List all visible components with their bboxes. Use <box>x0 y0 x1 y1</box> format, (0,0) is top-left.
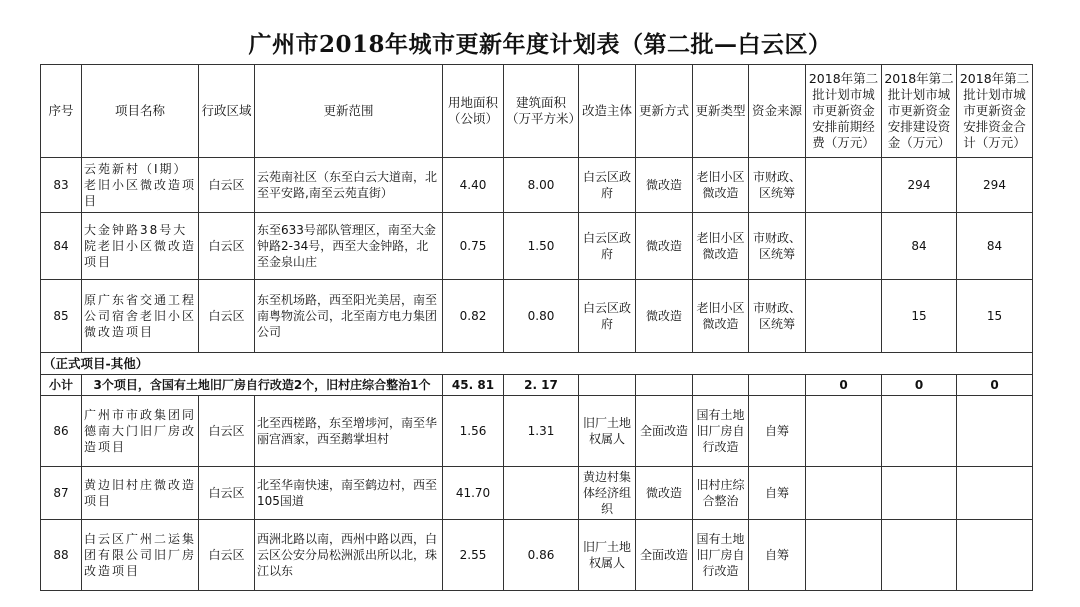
col-header: 更新方式 <box>636 65 693 158</box>
cell-pre <box>806 213 882 280</box>
header-row <box>41 65 1033 158</box>
cell-entity: 黄边村集体经济组织 <box>579 467 636 520</box>
table-row <box>41 520 1033 591</box>
col-header: 更新类型 <box>693 65 749 158</box>
col-header: 2018年第二批计划市城市更新资金安排建设资金（万元） <box>882 65 957 158</box>
cell-land: 2.55 <box>443 520 504 591</box>
table-row <box>41 467 1033 520</box>
section-label: （正式项目-其他） <box>41 353 1033 375</box>
cell-building: 0.86 <box>504 520 579 591</box>
subtotal-total: 0 <box>957 375 1033 396</box>
cell-total: 15 <box>957 280 1033 353</box>
cell-total: 294 <box>957 158 1033 213</box>
cell-scope: 北至西槎路，东至增埗河，南至华丽宫酒家，西至鹅掌坦村 <box>255 396 443 467</box>
cell-build <box>882 467 957 520</box>
subtotal-build: 0 <box>882 375 957 396</box>
cell-land: 0.75 <box>443 213 504 280</box>
cell-entity: 白云区政府 <box>579 158 636 213</box>
subtotal-pre: 0 <box>806 375 882 396</box>
cell-no: 85 <box>41 280 82 353</box>
col-header: 资金来源 <box>749 65 806 158</box>
cell-total <box>957 520 1033 591</box>
cell-build <box>882 520 957 591</box>
cell-scope: 北至华南快速，南至鹤边村，西至105国道 <box>255 467 443 520</box>
cell-scope: 西洲北路以南，西州中路以西，白云区公安分局松洲派出所以北，珠江以东 <box>255 520 443 591</box>
cell-method: 微改造 <box>636 213 693 280</box>
cell-district: 白云区 <box>199 280 255 353</box>
col-header: 项目名称 <box>82 65 199 158</box>
cell-no: 88 <box>41 520 82 591</box>
table-row <box>41 280 1033 353</box>
cell-fund: 市财政、区统筹 <box>749 280 806 353</box>
cell-no: 83 <box>41 158 82 213</box>
col-header: 建筑面积（万平方米） <box>504 65 579 158</box>
col-header: 2018年第二批计划市城市更新资金安排前期经费（万元） <box>806 65 882 158</box>
cell-building: 0.80 <box>504 280 579 353</box>
subtotal-land: 45. 81 <box>443 375 504 396</box>
empty-cell <box>636 375 693 396</box>
cell-method: 微改造 <box>636 158 693 213</box>
cell-build: 294 <box>882 158 957 213</box>
cell-name: 广州市市政集团同德南大门旧厂房改造项目 <box>82 396 199 467</box>
cell-method: 微改造 <box>636 467 693 520</box>
cell-building: 1.50 <box>504 213 579 280</box>
cell-scope: 东至633号部队管理区，南至大金钟路2-34号，西至大金钟路，北至金泉山庄 <box>255 213 443 280</box>
cell-type: 老旧小区微改造 <box>693 158 749 213</box>
cell-name: 黄边旧村庄微改造项目 <box>82 467 199 520</box>
cell-scope: 东至机场路，西至阳光美居，南至南粤物流公司，北至南方电力集团公司 <box>255 280 443 353</box>
cell-fund: 自筹 <box>749 520 806 591</box>
cell-district: 白云区 <box>199 396 255 467</box>
col-header: 更新范围 <box>255 65 443 158</box>
cell-land: 4.40 <box>443 158 504 213</box>
cell-type: 老旧小区微改造 <box>693 280 749 353</box>
cell-fund: 自筹 <box>749 396 806 467</box>
table-row <box>41 396 1033 467</box>
subtotal-row <box>41 375 1033 396</box>
cell-type: 旧村庄综合整治 <box>693 467 749 520</box>
subtotal-label: 小计 <box>41 375 82 396</box>
cell-pre <box>806 158 882 213</box>
subtotal-desc: 3个项目，含国有土地旧厂房自行改造2个，旧村庄综合整治1个 <box>82 375 443 396</box>
cell-name: 白云区广州二运集团有限公司旧厂房改造项目 <box>82 520 199 591</box>
cell-build: 15 <box>882 280 957 353</box>
cell-fund: 市财政、区统筹 <box>749 158 806 213</box>
cell-name: 原广东省交通工程公司宿舍老旧小区微改造项目 <box>82 280 199 353</box>
cell-building <box>504 467 579 520</box>
col-header: 2018年第二批计划市城市更新资金安排资金合计（万元） <box>957 65 1033 158</box>
subtotal-building: 2. 17 <box>504 375 579 396</box>
cell-entity: 旧厂土地权属人 <box>579 520 636 591</box>
table-row <box>41 213 1033 280</box>
cell-pre <box>806 280 882 353</box>
cell-method: 全面改造 <box>636 520 693 591</box>
table-row <box>41 158 1033 213</box>
cell-scope: 云苑南社区（东至白云大道南，北至平安路,南至云苑直街） <box>255 158 443 213</box>
cell-entity: 白云区政府 <box>579 213 636 280</box>
cell-no: 87 <box>41 467 82 520</box>
cell-total <box>957 396 1033 467</box>
cell-land: 0.82 <box>443 280 504 353</box>
empty-cell <box>693 375 749 396</box>
col-header: 序号 <box>41 65 82 158</box>
section-row <box>41 353 1033 375</box>
cell-type: 老旧小区微改造 <box>693 213 749 280</box>
cell-pre <box>806 467 882 520</box>
cell-building: 8.00 <box>504 158 579 213</box>
cell-district: 白云区 <box>199 213 255 280</box>
cell-no: 86 <box>41 396 82 467</box>
cell-district: 白云区 <box>199 520 255 591</box>
cell-total <box>957 467 1033 520</box>
cell-district: 白云区 <box>199 467 255 520</box>
empty-cell <box>579 375 636 396</box>
empty-cell <box>749 375 806 396</box>
cell-entity: 旧厂土地权属人 <box>579 396 636 467</box>
col-header: 用地面积（公顷） <box>443 65 504 158</box>
cell-method: 全面改造 <box>636 396 693 467</box>
cell-method: 微改造 <box>636 280 693 353</box>
cell-building: 1.31 <box>504 396 579 467</box>
cell-type: 国有土地旧厂房自行改造 <box>693 520 749 591</box>
cell-land: 41.70 <box>443 467 504 520</box>
col-header: 改造主体 <box>579 65 636 158</box>
cell-name: 大金钟路38号大院老旧小区微改造项目 <box>82 213 199 280</box>
plan-table <box>40 64 1033 591</box>
col-header: 行政区域 <box>199 65 255 158</box>
cell-type: 国有土地旧厂房自行改造 <box>693 396 749 467</box>
cell-district: 白云区 <box>199 158 255 213</box>
page-title: 广州市2018年城市更新年度计划表（第二批—白云区） <box>248 31 832 58</box>
cell-fund: 市财政、区统筹 <box>749 213 806 280</box>
cell-entity: 白云区政府 <box>579 280 636 353</box>
cell-name: 云苑新村（Ⅰ期）老旧小区微改造项目 <box>82 158 199 213</box>
cell-build: 84 <box>882 213 957 280</box>
cell-no: 84 <box>41 213 82 280</box>
cell-land: 1.56 <box>443 396 504 467</box>
cell-build <box>882 396 957 467</box>
cell-pre <box>806 396 882 467</box>
cell-total: 84 <box>957 213 1033 280</box>
cell-fund: 自筹 <box>749 467 806 520</box>
cell-pre <box>806 520 882 591</box>
